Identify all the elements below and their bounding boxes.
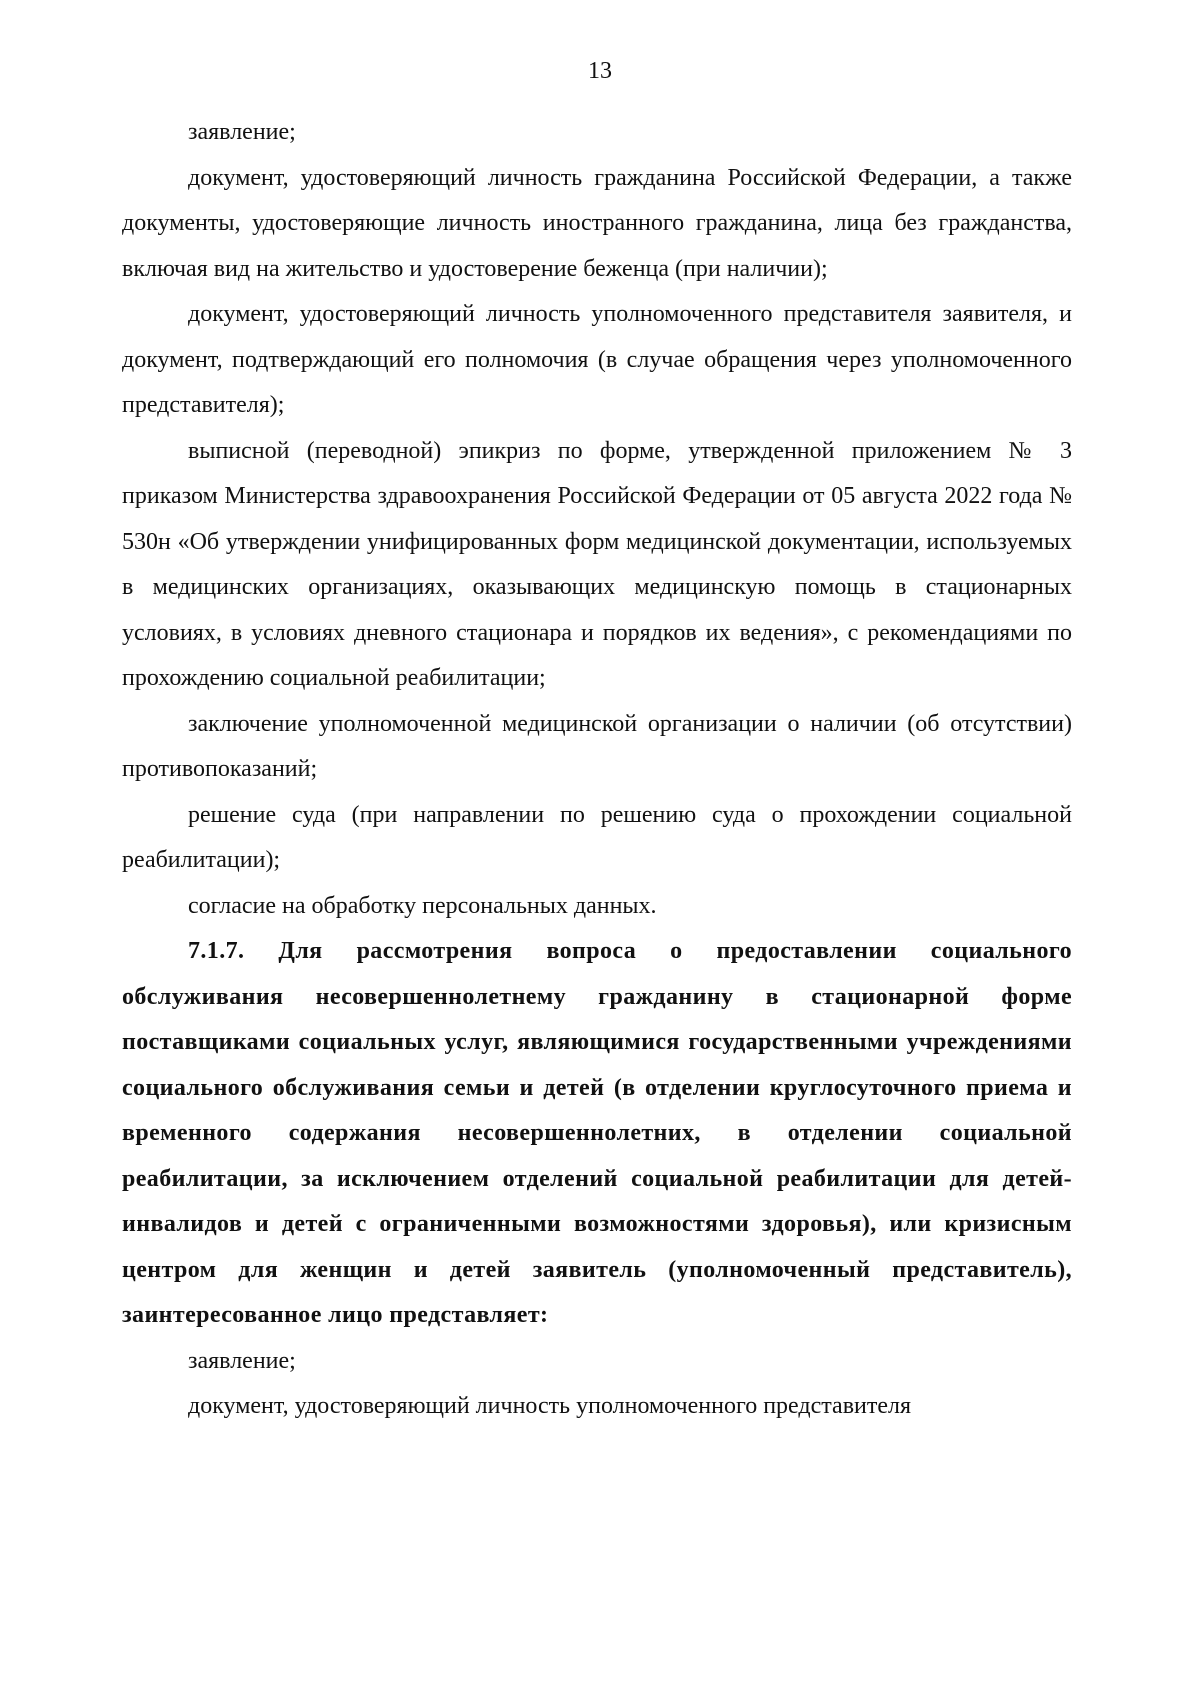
paragraph-representative-id-2: документ, удостоверяющий личность уполномоченного представителя — [188, 1393, 912, 1419]
clause-number: 7.1.7. — [188, 938, 245, 964]
paragraph-epicrisis: выписной (переводной) эпикриз по форме, утвержденной приложением № 3 приказом Министерства здравоохранения Российской Федерации от 05 августа 2022 года № 530н «Об утверждении унифицированных форм медицинской документации, используемых в медицинских организациях, оказывающих медицинскую помощь в стационарных условиях, в условиях дневного стационара и порядков их ведения», с рекомендациями по прохождению социальной реабилитации; — [122, 437, 1072, 691]
page-number: 13 — [588, 58, 612, 84]
paragraph-citizen-id: документ, удостоверяющий личность гражданина Российской Федерации, а также документы, удостоверяющие личность иностранного гражданина, лица без гражданства, включая вид на жительство и удостоверение беженца (при наличии); — [122, 164, 1072, 282]
paragraph-application: заявление; — [188, 119, 296, 145]
clause-7-1-7 — [122, 929, 1072, 1339]
document-body — [122, 110, 1072, 1430]
paragraph-data-consent: согласие на обработку персональных данных. — [188, 892, 657, 919]
clause-text: Для рассмотрения вопроса о предоставлении социального обслуживания несовершеннолетнему гражданину в стационарной форме поставщиками социальных услуг, являющимися государственными учреждениями социального обслуживания семьи и детей (в отделении круглосуточного приема и временного содержания несовершеннолетних, в отделении социальной реабилитации, за исключением отделений социальной реабилитации для детей-инвалидов и детей с ограниченными возможностями здоровья), или кризисным центром для женщин и детей заявитель (уполномоченный представитель), заинтересованное лицо представляет: — [122, 938, 1072, 1328]
paragraph-representative-id: документ, удостоверяющий личность уполномоченного представителя заявителя, и документ, подтверждающий его полномочия (в случае обращения через уполномоченного представителя); — [122, 301, 1072, 418]
paragraph-application-2: заявление; — [188, 1347, 296, 1374]
paragraph-court-decision: решение суда (при направлении по решению суда о прохождении социальной реабилитации); — [122, 801, 1072, 873]
paragraph-medical-conclusion: заключение уполномоченной медицинской организации о наличии (об отсутствии) противопоказаний; — [122, 710, 1072, 782]
